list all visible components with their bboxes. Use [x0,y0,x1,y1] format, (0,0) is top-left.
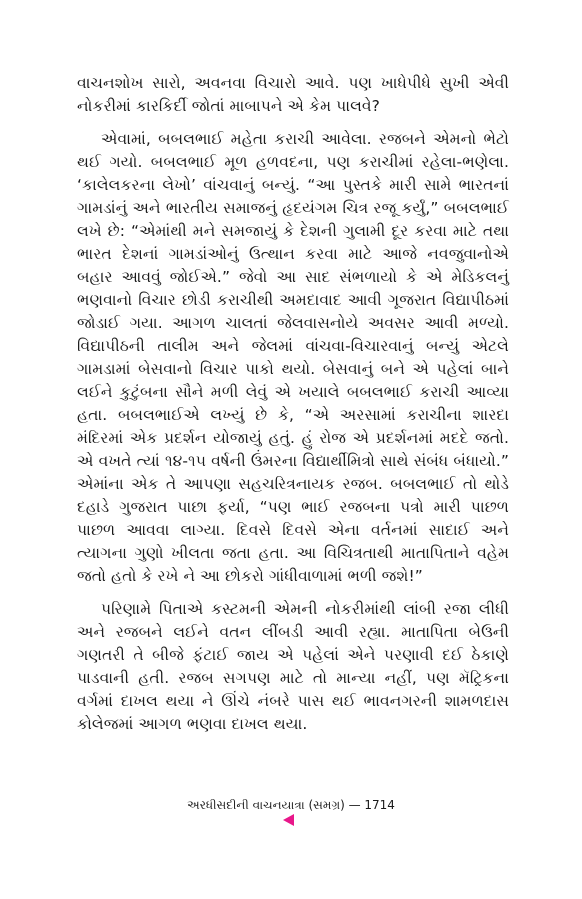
page-footer: અરધીસદીની વાચનયાત્રા (સમગ્ર) — 1714 [187,798,395,812]
previous-page-icon[interactable] [283,814,294,826]
page-body [77,72,509,736]
paragraph-1: વાચનશોખ સારો, અવનવા વિચારો આવે. પણ ખાધેપીધે સુખી એવી નોકરીમાં કારકિર્દી જોતાં માબાપને એ કેમ પાલવે? [77,74,509,115]
paragraph-3: પરિણામે પિતાએ કસ્ટમની એમની નોકરીમાંથી લાંબી રજા લીધી અને રજબને લઈને વતન લીંબડી આવી રહ્યા. માતાપિતા બેઉની ગણતરી તે બીજે ફંટાઈ જાય એ પહેલાં એને પરણાવી દઈ ઠેકાણે પાડવાની હતી. રજબ સગપણ માટે તો માન્યા નહીં, પણ મૅટ્રિકના વર્ગમાં દાખલ થયા ને ઊંચે નંબરે પાસ થઈ ભાવનગરની શામળદાસ કોલેજમાં આગળ ભણવા દાખલ થયા. [77,600,509,733]
paragraph-2: એવામાં, બબલભાઈ મહેતા કરાચી આવેલા. રજબને એમનો ભેટો થઈ ગયો. બબલભાઈ મૂળ હળવદના, પણ કરાચીમાં રહેલા-ભણેલા. ‘કાલેલકરના લેખો’ વાંચવાનું બન્યું. “આ પુસ્તકે મારી સામે ભારતનાં ગામડાંનું અને ભારતીય સમાજનું હૃદયંગમ ચિત્ર રજૂ કર્યું,” બબલભાઈ લખે છે: “એમાંથી મને સમજાયું કે દેશની ગુલામી દૂર કરવા માટે તથા ભારત દેશનાં ગામડાંઓનું ઉત્થાન કરવા માટે આજે નવજુવાનોએ બહાર આવવું જોઈએ.” જેવો આ સાદ સંભળાયો કે એ મેડિકલનું ભણવાનો વિચાર છોડી કરાચીથી અમદાવાદ આવી ગૂજરાત વિદ્યાપીઠમાં જોડાઈ ગયા. આગળ ચાલતાં જેલવાસનોયે અવસર આવી મળ્યો. વિદ્યાપીઠની તાલીમ અને જેલમાં વાંચવા-વિચારવાનું બન્યું એટલે ગામડામાં બેસવાનો વિચાર પાકો થયો. બેસવાનું બને એ પહેલાં બાને લઈને કુટુંબના સૌને મળી લેવું એ ખયાલે બબલભાઈ કરાચી આવ્યા હતા. બબલભાઈએ લખ્યું છે કે, “એ અરસામાં કરાચીના શારદા મંદિરમાં એક પ્રદર્શન યોજાયું હતું. હું રોજ એ પ્રદર્શનમાં મદદે જતો. એ વખતે ત્યાં ૧૪-૧૫ વર્ષની ઉંમરના વિદ્યાર્થીમિત્રો સાથે સંબંધ બંધાયો.” એમાંના એક તે આપણા સહચરિત્રનાયક રજબ. બબલભાઈ તો થોડે દહાડે ગુજરાત પાછા ફર્યા, “પણ ભાઈ રજબના પત્રો મારી પાછળ પાછળ આવવા લાગ્યા. દિવસે દિવસે એના વર્તનમાં સાદાઈ અને ત્યાગના ગુણો ખીલતા જતા હતા. આ વિચિત્રતાથી માતાપિતાને વહેમ જતો હતો કે રખે ને આ છોકરો ગાંધીવાળામાં ભળી જશે!” [77,130,509,585]
